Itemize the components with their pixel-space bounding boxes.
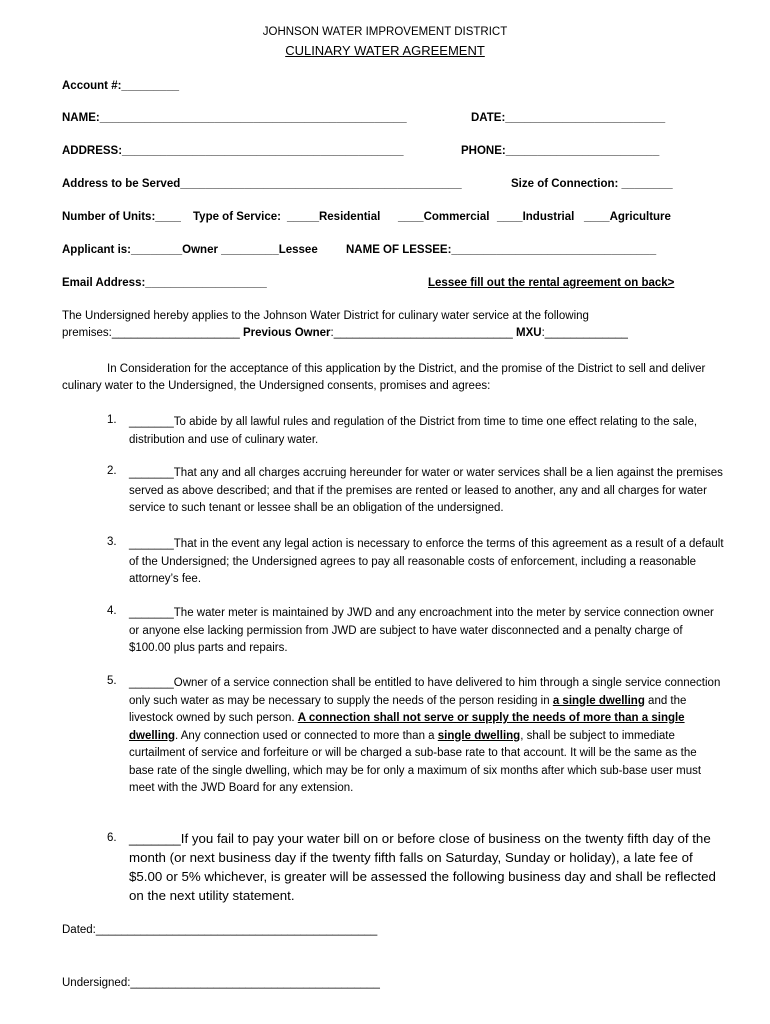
item-number: 4. <box>107 605 117 617</box>
previous-owner-field[interactable]: :____________________________ <box>330 327 513 339</box>
undersigned-field[interactable]: Undersigned:_______________________________________ <box>62 977 380 989</box>
agreement-item-3: _______That in the event any legal action is necessary to enforce the terms of this agreement as a result of a default of the Undersigned; the Undersigned agrees to pay all reasonable costs of enforcement, including a reasonable attorney’s fee. <box>129 538 724 585</box>
item-5-emphasis: a single dwelling <box>552 694 645 707</box>
agreement-item-4: _______The water meter is maintained by JWD and any encroachment into the meter by service connection owner or anyone else lacking permission from JWD are subject to have water disconnected and a penalty charge of $100.00 plus parts and repairs. <box>129 607 714 654</box>
residential-option[interactable]: _____Residential <box>287 211 381 223</box>
applicant-field[interactable]: Applicant is:________Owner _________Lessee <box>62 244 318 256</box>
name-field[interactable]: NAME:________________________________________________ <box>62 112 407 124</box>
mxu-label: MXU <box>516 327 542 339</box>
units-field[interactable]: Number of Units:____ <box>62 211 181 223</box>
item-5-text: and the livestock owned by such person. <box>129 694 687 724</box>
item-number: 2. <box>107 465 117 477</box>
email-field[interactable]: Email Address:___________________ <box>62 277 267 289</box>
page-title: CULINARY WATER AGREEMENT <box>285 43 485 58</box>
lessee-name-field[interactable]: NAME OF LESSEE:________________________________ <box>346 244 657 256</box>
item-5-text: . Any connection used or connected to more than a <box>175 729 438 742</box>
connection-size-field[interactable]: Size of Connection: ________ <box>511 178 673 190</box>
mxu-field[interactable]: :_____________ <box>541 327 628 339</box>
item-5-text: _______Owner of a service connection shall be entitled to have delivered to him through a single service connection only such water as may be necessary to supply the needs of the person residing in <box>129 677 721 707</box>
commercial-option[interactable]: ____Commercial <box>398 211 490 223</box>
item-5-emphasis: A connection shall not serve or supply the needs of more than a single dwelling <box>129 712 685 742</box>
agreement-item-2: _______That any and all charges accruing hereunder for water or water services shall be a lien against the premises served as above described; and that if the premises are rented or leased to another, any and all charges for water service to such tenant or lessee shall be an obligation of the undersigned. <box>129 467 723 514</box>
premises-line <box>62 327 628 339</box>
item-5-text: , shall be subject to immediate curtailment of service and forfeiture or will be charged a sub-base rate to that account. It will be the same as the base rate of the single dwelling, which may be for only a maximum of six months after which sub-base user must meet with the JWD Board for any extension. <box>129 729 702 794</box>
agreement-item-1: _______To abide by all lawful rules and regulation of the District from time to time one effect relating to the sale, distribution and use of culinary water. <box>129 416 698 446</box>
item-5-emphasis: single dwelling <box>437 729 521 742</box>
item-number: 3. <box>107 536 117 548</box>
item-number: 6. <box>107 832 117 844</box>
intro-line: The Undersigned hereby applies to the Johnson Water District for culinary water service at the following <box>62 310 589 322</box>
phone-field[interactable]: PHONE:________________________ <box>461 145 660 157</box>
service-address-field[interactable]: Address to be Served____________________________________________ <box>62 178 462 190</box>
dated-field[interactable]: Dated:____________________________________________ <box>62 924 378 936</box>
address-field[interactable]: ADDRESS:____________________________________________ <box>62 145 404 157</box>
premises-field[interactable]: premises:____________________ <box>62 327 240 339</box>
agreement-item-6: _______If you fail to pay your water bill on or before close of business on the twenty fifth day of the month (or next business day if the twenty fifth falls on Saturday, Sunday or holiday), a late fee of $5.00 or 5% whichever, is greater will be assessed the following business day and shall be reflected on the next utility statement. <box>129 831 716 903</box>
item-number: 5. <box>107 675 117 687</box>
service-type-label: Type of Service: <box>193 211 281 223</box>
account-field[interactable]: Account #:_________ <box>62 80 179 92</box>
date-field[interactable]: DATE:_________________________ <box>471 112 666 124</box>
agriculture-option[interactable]: ____Agriculture <box>584 211 671 223</box>
agreement-item-5 <box>129 675 724 798</box>
item-number: 1. <box>107 414 117 426</box>
previous-owner-label: Previous Owner <box>242 327 331 339</box>
lessee-note: Lessee fill out the rental agreement on back> <box>428 277 675 289</box>
industrial-option[interactable]: ____Industrial <box>497 211 575 223</box>
consideration-paragraph: In Consideration for the acceptance of this application by the District, and the promise of the District to sell and deliver culinary water to the Undersigned, the Undersigned consents, promises and agrees: <box>62 363 706 392</box>
org-heading: JOHNSON WATER IMPROVEMENT DISTRICT <box>262 26 508 38</box>
